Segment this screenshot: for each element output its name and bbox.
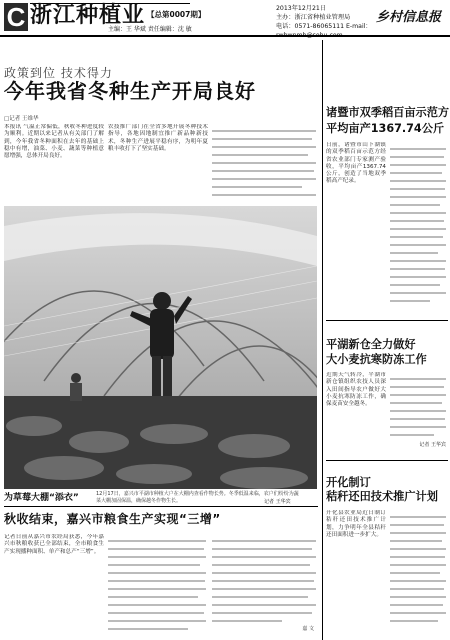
right-bottom-col-1 bbox=[326, 510, 386, 636]
editor-line: 主编：王 华斌 责任编辑：沈 敏 bbox=[108, 26, 192, 33]
lead-headline: 今年我省冬种生产开局良好 bbox=[4, 79, 256, 103]
greenhouse-photo bbox=[4, 206, 317, 489]
right-mid-col-1 bbox=[326, 372, 386, 452]
right-bottom-headline-2: 秸秆还田技术推广计划 bbox=[326, 490, 438, 503]
lead-col2-text: 农技推广部门在全省多地开展冬种技术指导，各地因地制宜推广新品种新技术，冬种生产进展平稳有序，为明年夏粮丰收打下了坚实基础。 bbox=[108, 124, 208, 152]
right-bottom-col-2 bbox=[390, 510, 448, 636]
lead-col1-text: 本报讯 气温正常偏低，秋收冬种进度较为顺利。近期以来记者从有关部门了解到，今年我省冬种面积在去年的基础上稳中有增，油菜、小麦、蔬菜等种植意愿增强，总体开局良好。 bbox=[4, 124, 104, 160]
bottom-col-2 bbox=[108, 534, 208, 638]
photo-title: 为草莓大棚“添衣” bbox=[4, 493, 79, 503]
column-divider bbox=[322, 40, 323, 640]
date-line: 2013年12月21日 bbox=[276, 5, 327, 12]
edition-number: 【总第0007期】 bbox=[147, 10, 206, 19]
right-mid-headline-2: 大小麦抗寒防冻工作 bbox=[326, 353, 427, 366]
right-top-col-2 bbox=[390, 142, 448, 314]
right-top-text: 日前，诸暨市山下湖镇的双季稻百亩示范方经省农业部门专家测产验收，平均亩产1367.74公斤，创造了当地双季稻高产纪录。 bbox=[326, 142, 386, 185]
right-mid-headline-1: 平湖新仓全力做好 bbox=[326, 338, 416, 351]
lead-byline: □记者 王维华 bbox=[4, 116, 39, 122]
bottom-col-3 bbox=[212, 534, 318, 638]
section-title: 浙江种植业 bbox=[30, 3, 146, 28]
right-top-headline-2: 平均亩产1367.74公斤 bbox=[326, 122, 445, 135]
paper-name: 乡村信息报 bbox=[376, 10, 442, 25]
masthead-rule bbox=[0, 35, 450, 37]
bottom-text: 记者日前从嘉兴市农经局获悉，今年嘉兴市秋粮收获已全部结束，全市粮食生产实现播种面积、单产和总产“三增”。 bbox=[4, 534, 104, 555]
lead-column-3 bbox=[212, 124, 318, 200]
bottom-col-1 bbox=[4, 534, 104, 638]
section-letter: C bbox=[4, 3, 28, 31]
right-top-headline-1: 诸暨市双季稻百亩示范方 bbox=[326, 106, 450, 119]
right-mid-credit: 记者 王华宾 bbox=[419, 442, 446, 448]
right-mid-text: 近期天气转冷，平湖市新仓镇组织农技人员深入田间指导农户做好大小麦抗寒防冻工作，确保麦苗安全越冬。 bbox=[326, 372, 386, 408]
photo-caption: 12月17日，嘉兴市平湖市种植大户在大棚内查看作物长势。冬季低温来临，农户们纷纷为蔬菜大棚加固保温，确保越冬作物生长。 bbox=[96, 491, 299, 504]
right-divider-1 bbox=[326, 320, 448, 321]
right-mid-col-2 bbox=[390, 372, 448, 452]
bottom-divider bbox=[4, 506, 318, 507]
masthead bbox=[0, 0, 450, 36]
bottom-credit: 嘉 文 bbox=[302, 626, 314, 632]
right-divider-2 bbox=[326, 460, 448, 461]
right-top-col-1 bbox=[326, 142, 386, 314]
phone-line: 电话：0571-86065111 E-mail： bbox=[276, 23, 372, 30]
lead-column-2 bbox=[108, 124, 208, 200]
photo-credit: 记者 王华宾 bbox=[264, 499, 291, 505]
sponsor-line: 主办：浙江省种植业管理局 bbox=[276, 14, 351, 21]
lead-kicker: 政策到位 技术得力 bbox=[4, 66, 113, 80]
right-bottom-headline-1: 开化制订 bbox=[326, 476, 371, 489]
right-bottom-text: 开化县农业局近日制订秸秆还田技术推广计划，力争明年全县秸秆还田面积进一步扩大。 bbox=[326, 510, 386, 538]
lead-column-1 bbox=[4, 124, 104, 200]
greenhouse-photo-illustration bbox=[4, 206, 317, 489]
bottom-headline: 秋收结束，嘉兴市粮食生产实现“三增” bbox=[4, 512, 221, 526]
